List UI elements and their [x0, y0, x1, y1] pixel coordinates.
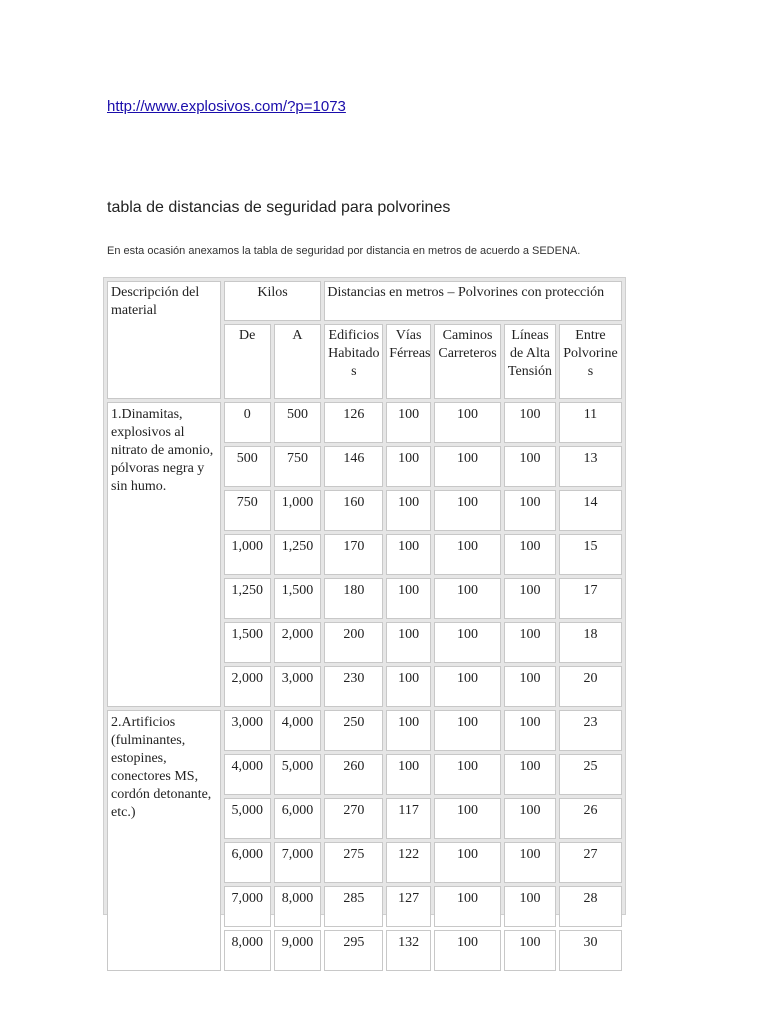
cell-entre-polvorines: 18: [559, 622, 622, 663]
cell-entre-polvorines: 30: [559, 930, 622, 971]
cell-edificios-habitados: 170: [324, 534, 383, 575]
cell-kilos-a: 6,000: [274, 798, 322, 839]
cell-entre-polvorines: 11: [559, 402, 622, 443]
cell-kilos-de: 3,000: [224, 710, 271, 751]
cell-kilos-a: 3,000: [274, 666, 322, 707]
cell-lineas-alta-tension: 100: [504, 842, 556, 883]
cell-lineas-alta-tension: 100: [504, 886, 556, 927]
cell-vias-ferreas: 100: [386, 710, 431, 751]
cell-kilos-a: 2,000: [274, 622, 322, 663]
cell-edificios-habitados: 230: [324, 666, 383, 707]
cell-entre-polvorines: 27: [559, 842, 622, 883]
safety-distance-table: [104, 278, 625, 974]
cell-vias-ferreas: 117: [386, 798, 431, 839]
cell-caminos-carreteros: 100: [434, 754, 501, 795]
cell-caminos-carreteros: 100: [434, 886, 501, 927]
cell-vias-ferreas: 100: [386, 578, 431, 619]
cell-caminos-carreteros: 100: [434, 842, 501, 883]
source-link[interactable]: http://www.explosivos.com/?p=1073: [107, 98, 346, 115]
cell-kilos-a: 750: [274, 446, 322, 487]
cell-caminos-carreteros: 100: [434, 798, 501, 839]
cell-vias-ferreas: 100: [386, 446, 431, 487]
cell-vias-ferreas: 100: [386, 402, 431, 443]
header-a: A: [274, 324, 322, 399]
cell-edificios-habitados: 200: [324, 622, 383, 663]
cell-lineas-alta-tension: 100: [504, 402, 556, 443]
cell-kilos-a: 9,000: [274, 930, 322, 971]
header-kilos: Kilos: [224, 281, 322, 321]
material-description: 2.Artificios (fulminantes, estopines, conectores MS, cordón detonante, etc.): [107, 710, 221, 971]
cell-caminos-carreteros: 100: [434, 490, 501, 531]
cell-caminos-carreteros: 100: [434, 622, 501, 663]
cell-kilos-a: 8,000: [274, 886, 322, 927]
cell-lineas-alta-tension: 100: [504, 446, 556, 487]
cell-lineas-alta-tension: 100: [504, 534, 556, 575]
cell-lineas-alta-tension: 100: [504, 930, 556, 971]
cell-kilos-de: 1,250: [224, 578, 271, 619]
cell-entre-polvorines: 28: [559, 886, 622, 927]
cell-lineas-alta-tension: 100: [504, 622, 556, 663]
cell-kilos-de: 0: [224, 402, 271, 443]
cell-kilos-de: 1,000: [224, 534, 271, 575]
cell-entre-polvorines: 23: [559, 710, 622, 751]
header-descripcion: Descripción del material: [107, 281, 221, 399]
cell-edificios-habitados: 285: [324, 886, 383, 927]
cell-vias-ferreas: 100: [386, 622, 431, 663]
cell-vias-ferreas: 100: [386, 490, 431, 531]
cell-kilos-a: 5,000: [274, 754, 322, 795]
cell-lineas-alta-tension: 100: [504, 490, 556, 531]
cell-edificios-habitados: 126: [324, 402, 383, 443]
cell-entre-polvorines: 25: [559, 754, 622, 795]
cell-edificios-habitados: 295: [324, 930, 383, 971]
header-lineas: Líneas de Alta Tensión: [504, 324, 556, 399]
cell-caminos-carreteros: 100: [434, 666, 501, 707]
cell-entre-polvorines: 20: [559, 666, 622, 707]
cell-kilos-a: 1,500: [274, 578, 322, 619]
header-entre: Entre Polvorine s: [559, 324, 622, 399]
cell-edificios-habitados: 160: [324, 490, 383, 531]
header-vias: Vías Férreas: [386, 324, 431, 399]
header-distancias: Distancias en metros – Polvorines con protección: [324, 281, 622, 321]
table-row: [107, 710, 622, 751]
cell-vias-ferreas: 122: [386, 842, 431, 883]
cell-edificios-habitados: 260: [324, 754, 383, 795]
cell-entre-polvorines: 14: [559, 490, 622, 531]
cell-entre-polvorines: 17: [559, 578, 622, 619]
cell-kilos-a: 1,000: [274, 490, 322, 531]
cell-kilos-de: 2,000: [224, 666, 271, 707]
cell-edificios-habitados: 250: [324, 710, 383, 751]
safety-distance-table-container: [103, 277, 626, 950]
cell-kilos-a: 7,000: [274, 842, 322, 883]
table-row: [107, 402, 622, 443]
header-caminos: Caminos Carreteros: [434, 324, 501, 399]
cell-vias-ferreas: 127: [386, 886, 431, 927]
cell-edificios-habitados: 270: [324, 798, 383, 839]
cell-lineas-alta-tension: 100: [504, 710, 556, 751]
header-de: De: [224, 324, 271, 399]
header-edificios: Edificios Habitado s: [324, 324, 383, 399]
page-heading: tabla de distancias de seguridad para polvorines: [107, 199, 451, 216]
cell-kilos-de: 4,000: [224, 754, 271, 795]
material-description: 1.Dinamitas, explosivos al nitrato de amonio, pólvoras negra y sin humo.: [107, 402, 221, 707]
cell-caminos-carreteros: 100: [434, 534, 501, 575]
cell-vias-ferreas: 100: [386, 666, 431, 707]
cell-caminos-carreteros: 100: [434, 578, 501, 619]
cell-kilos-de: 7,000: [224, 886, 271, 927]
cell-entre-polvorines: 26: [559, 798, 622, 839]
cell-vias-ferreas: 132: [386, 930, 431, 971]
cell-kilos-de: 500: [224, 446, 271, 487]
table-header-row: [107, 281, 622, 321]
cell-kilos-de: 750: [224, 490, 271, 531]
cell-lineas-alta-tension: 100: [504, 798, 556, 839]
cell-edificios-habitados: 180: [324, 578, 383, 619]
cell-kilos-de: 5,000: [224, 798, 271, 839]
cell-kilos-a: 500: [274, 402, 322, 443]
cell-vias-ferreas: 100: [386, 754, 431, 795]
cell-caminos-carreteros: 100: [434, 930, 501, 971]
cell-kilos-a: 1,250: [274, 534, 322, 575]
cell-lineas-alta-tension: 100: [504, 578, 556, 619]
cell-kilos-a: 4,000: [274, 710, 322, 751]
cell-caminos-carreteros: 100: [434, 710, 501, 751]
cell-kilos-de: 1,500: [224, 622, 271, 663]
cell-vias-ferreas: 100: [386, 534, 431, 575]
cell-caminos-carreteros: 100: [434, 402, 501, 443]
cell-entre-polvorines: 15: [559, 534, 622, 575]
cell-entre-polvorines: 13: [559, 446, 622, 487]
cell-edificios-habitados: 146: [324, 446, 383, 487]
intro-text: En esta ocasión anexamos la tabla de seguridad por distancia en metros de acuerdo a SEDENA.: [107, 245, 581, 257]
cell-caminos-carreteros: 100: [434, 446, 501, 487]
cell-lineas-alta-tension: 100: [504, 666, 556, 707]
cell-kilos-de: 8,000: [224, 930, 271, 971]
cell-edificios-habitados: 275: [324, 842, 383, 883]
cell-lineas-alta-tension: 100: [504, 754, 556, 795]
cell-kilos-de: 6,000: [224, 842, 271, 883]
